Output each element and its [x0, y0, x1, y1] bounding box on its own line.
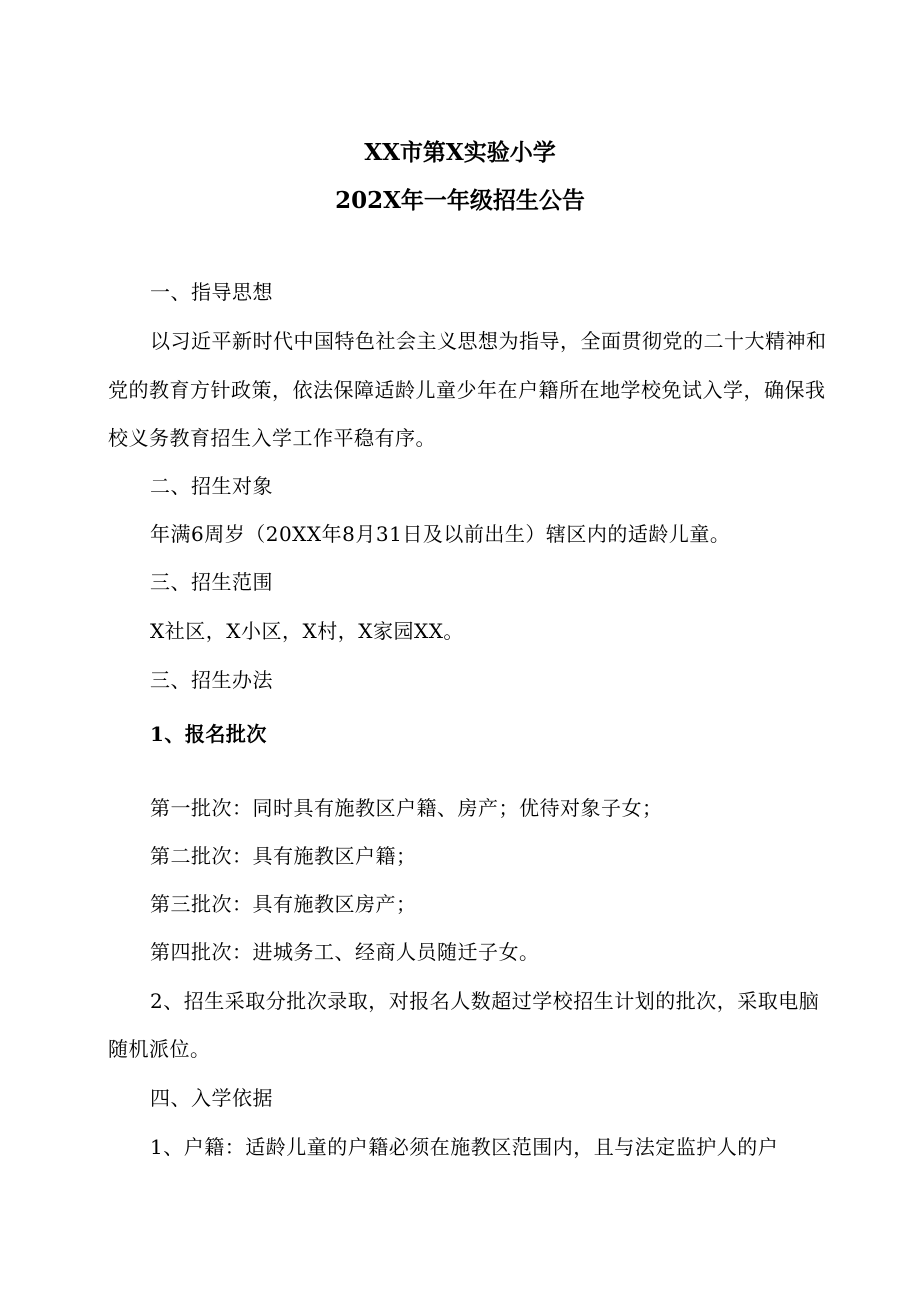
document-title-line1: XX市第X实验小学 — [364, 139, 556, 166]
section-heading-admission-basis: 四、入学依据 — [150, 1086, 273, 1110]
list-item-batch: 第二批次：具有施教区户籍； — [150, 844, 417, 868]
paragraph-line: 2、招生采取分批次录取，对报名人数超过学校招生计划的批次，采取电脑 — [150, 989, 820, 1013]
paragraph-line: X社区，X小区，X村，X家园XX。 — [150, 619, 464, 643]
section-heading-enrollment-scope: 三、招生范围 — [150, 570, 273, 594]
list-item-batch: 第一批次：同时具有施教区户籍、房产；优待对象子女； — [150, 796, 663, 820]
paragraph-line: 随机派位。 — [108, 1037, 211, 1061]
section-heading-guiding-ideology: 一、指导思想 — [150, 280, 273, 304]
section-heading-enrollment-method: 三、招生办法 — [150, 668, 273, 692]
paragraph-line: 党的教育方针政策，依法保障适龄儿童少年在户籍所在地学校免试入学，确保我 — [108, 378, 826, 402]
paragraph-line: 1、户籍：适龄儿童的户籍必须在施教区范围内，且与法定监护人的户 — [150, 1135, 779, 1159]
subheading-registration-batches: 1、报名批次 — [150, 722, 267, 746]
paragraph-line: 年满6周岁（20XX年8月31日及以前出生）辖区内的适龄儿童。 — [150, 522, 731, 546]
list-item-batch: 第四批次：进城务工、经商人员随迁子女。 — [150, 940, 540, 964]
section-heading-enrollment-target: 二、招生对象 — [150, 474, 273, 498]
list-item-batch: 第三批次：具有施教区房产； — [150, 892, 417, 916]
document-title-line2: 202X年一年级招生公告 — [335, 187, 585, 214]
paragraph-line: 以习近平新时代中国特色社会主义思想为指导，全面贯彻党的二十大精神和 — [150, 329, 827, 353]
paragraph-line: 校义务教育招生入学工作平稳有序。 — [108, 426, 436, 450]
